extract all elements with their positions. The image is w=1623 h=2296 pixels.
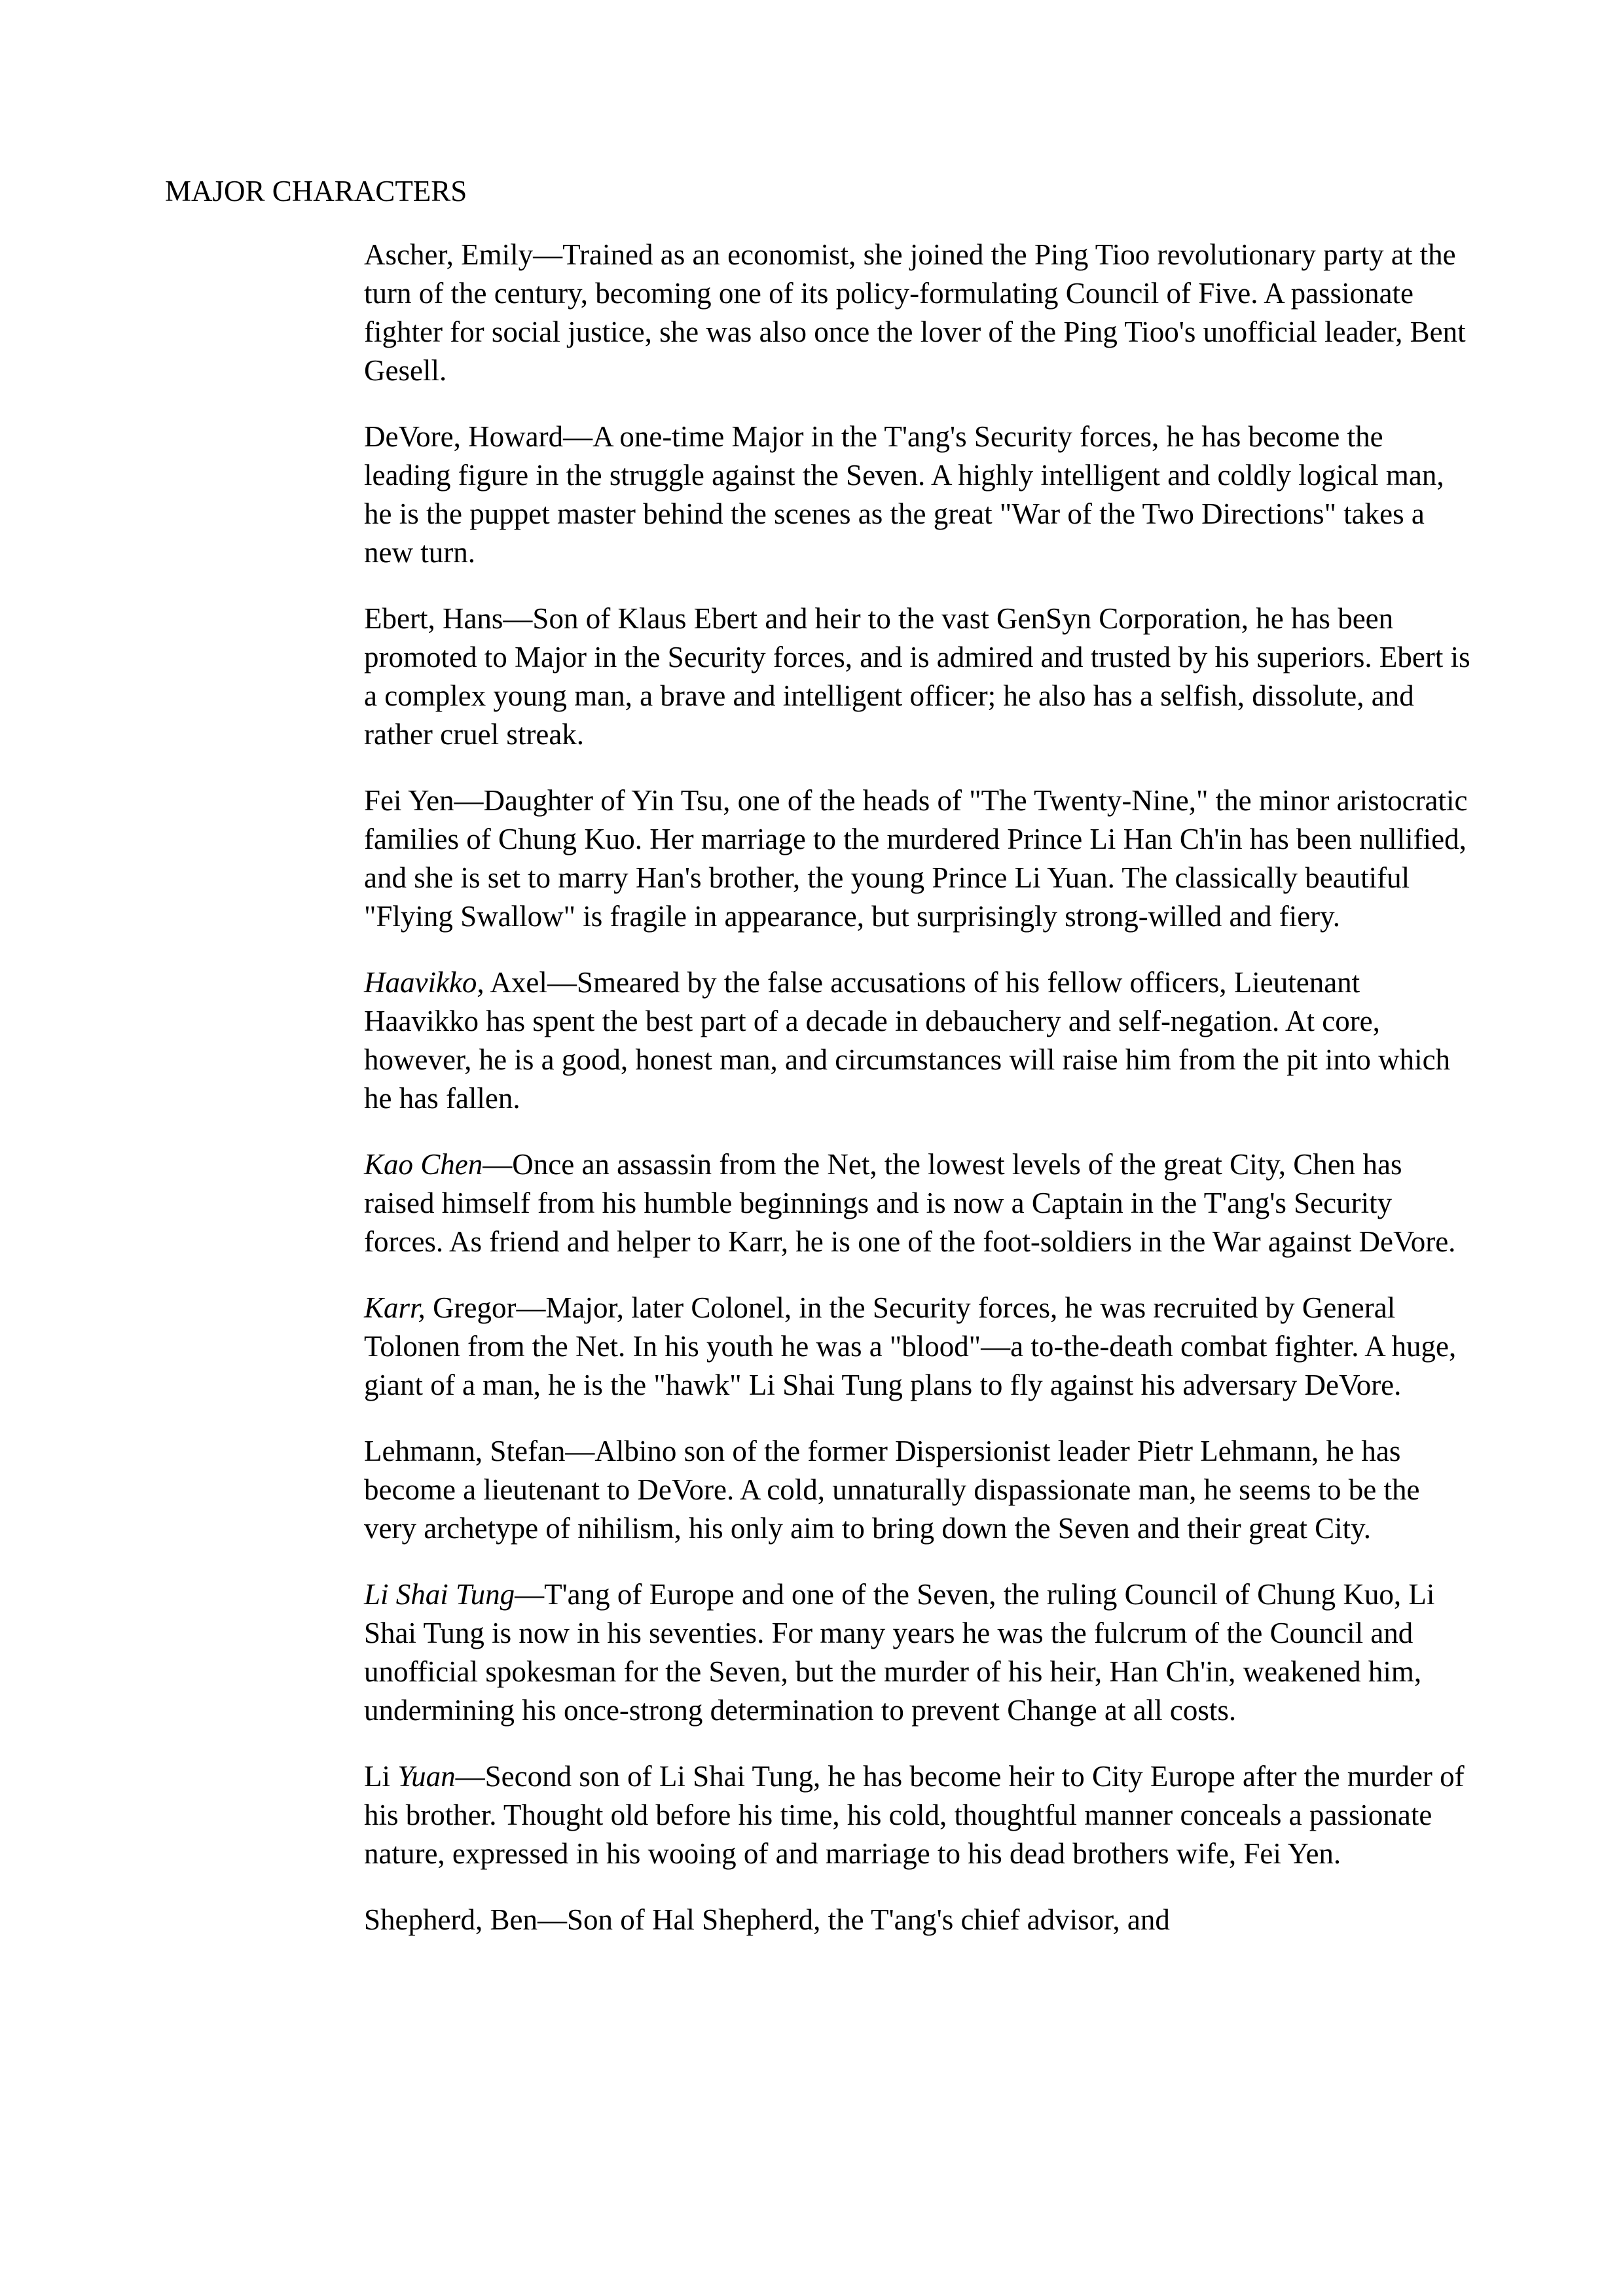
character-entry-fei-yen xyxy=(364,781,1470,936)
character-entry-karr xyxy=(364,1289,1470,1405)
character-entry-li-yuan xyxy=(364,1757,1470,1873)
page-heading: MAJOR CHARACTERS xyxy=(165,175,467,207)
entry-text: Axel—Smeared by the false accusations of his fellow officers, Lieutenant Haavikko has spent the best part of a decade in debauchery and self-negation. At core, however, he is a good, honest man, and circumstances will raise him from the pit into which he has fallen. xyxy=(364,966,1451,1115)
character-entry-shepherd xyxy=(364,1901,1470,1939)
entry-name-italic: Haavikko, xyxy=(364,966,484,999)
entry-text: —Once an assassin from the Net, the lowest levels of the great City, Chen has raised himself from his humble beginnings and is now a Captain in the T'ang's Security forces. As friend and helper to Karr, he is one of the foot-soldiers in the War against DeVore. xyxy=(364,1148,1456,1258)
entry-name-italic: Yuan xyxy=(397,1760,456,1793)
entry-text: —Second son of Li Shai Tung, he has become heir to City Europe after the murder of his brother. Thought old before his time, his cold, thoughtful manner conceals a passionate nature, expressed in his wooing of and marriage to his dead brothers wife, Fei Yen. xyxy=(364,1760,1465,1870)
character-entry-li-shai-tung xyxy=(364,1575,1470,1730)
character-entry-ebert xyxy=(364,600,1470,754)
character-entry-lehmann xyxy=(364,1432,1470,1548)
character-list xyxy=(364,236,1470,1967)
entry-text: DeVore, Howard—A one-time Major in the T'ang's Security forces, he has become the leading figure in the struggle against the Seven. A highly intelligent and coldly logical man, he is the puppet master behind the scenes as the great "War of the Two Directions" takes a new turn. xyxy=(364,420,1444,569)
entry-name-italic: Kao Chen xyxy=(364,1148,483,1181)
entry-name-italic: Li Shai Tung xyxy=(364,1578,515,1611)
entry-text: Shepherd, Ben—Son of Hal Shepherd, the T'ang's chief advisor, and xyxy=(364,1903,1170,1936)
entry-name-prefix: Li xyxy=(364,1760,398,1793)
character-entry-devore xyxy=(364,418,1470,572)
entry-name-italic: Karr, xyxy=(364,1291,426,1324)
entry-text: Ascher, Emily—Trained as an economist, she joined the Ping Tioo revolutionary party at the turn of the century, becoming one of its policy-formulating Council of Five. A passionate fighter for social justice, she was also once the lover of the Ping Tioo's unofficial leader, Bent Gesell. xyxy=(364,238,1466,387)
entry-text: Fei Yen—Daughter of Yin Tsu, one of the heads of "The Twenty-Nine," the minor aristocratic families of Chung Kuo. Her marriage to the murdered Prince Li Han Ch'in has been nullified, and she is set to marry Han's brother, the young Prince Li Yuan. The classically beautiful "Flying Swallow" is fragile in appearance, but surprisingly strong-willed and fiery. xyxy=(364,784,1468,933)
entry-text: Gregor—Major, later Colonel, in the Security forces, he was recruited by General Tolonen from the Net. In his youth he was a "blood"—a to-the-death combat fighter. A huge, giant of a man, he is the "hawk" Li Shai Tung plans to fly against his adversary DeVore. xyxy=(364,1291,1457,1401)
entry-text: Lehmann, Stefan—Albino son of the former Dispersionist leader Pietr Lehmann, he has become a lieutenant to DeVore. A cold, unnaturally dispassionate man, he seems to be the very archetype of nihilism, his only aim to bring down the Seven and their great City. xyxy=(364,1435,1420,1545)
entry-text: Ebert, Hans—Son of Klaus Ebert and heir to the vast GenSyn Corporation, he has been promoted to Major in the Security forces, and is admired and trusted by his superiors. Ebert is a complex young man, a brave and intelligent officer; he also has a selfish, dissolute, and rather cruel streak. xyxy=(364,602,1470,751)
character-entry-haavikko xyxy=(364,963,1470,1118)
entry-text: —T'ang of Europe and one of the Seven, the ruling Council of Chung Kuo, Li Shai Tung is now in his seventies. For many years he was the fulcrum of the Council and unofficial spokesman for the Seven, but the murder of his heir, Han Ch'in, weakened him, undermining his once-strong determination to prevent Change at all costs. xyxy=(364,1578,1435,1727)
character-entry-kao-chen xyxy=(364,1145,1470,1261)
character-entry-ascher xyxy=(364,236,1470,390)
